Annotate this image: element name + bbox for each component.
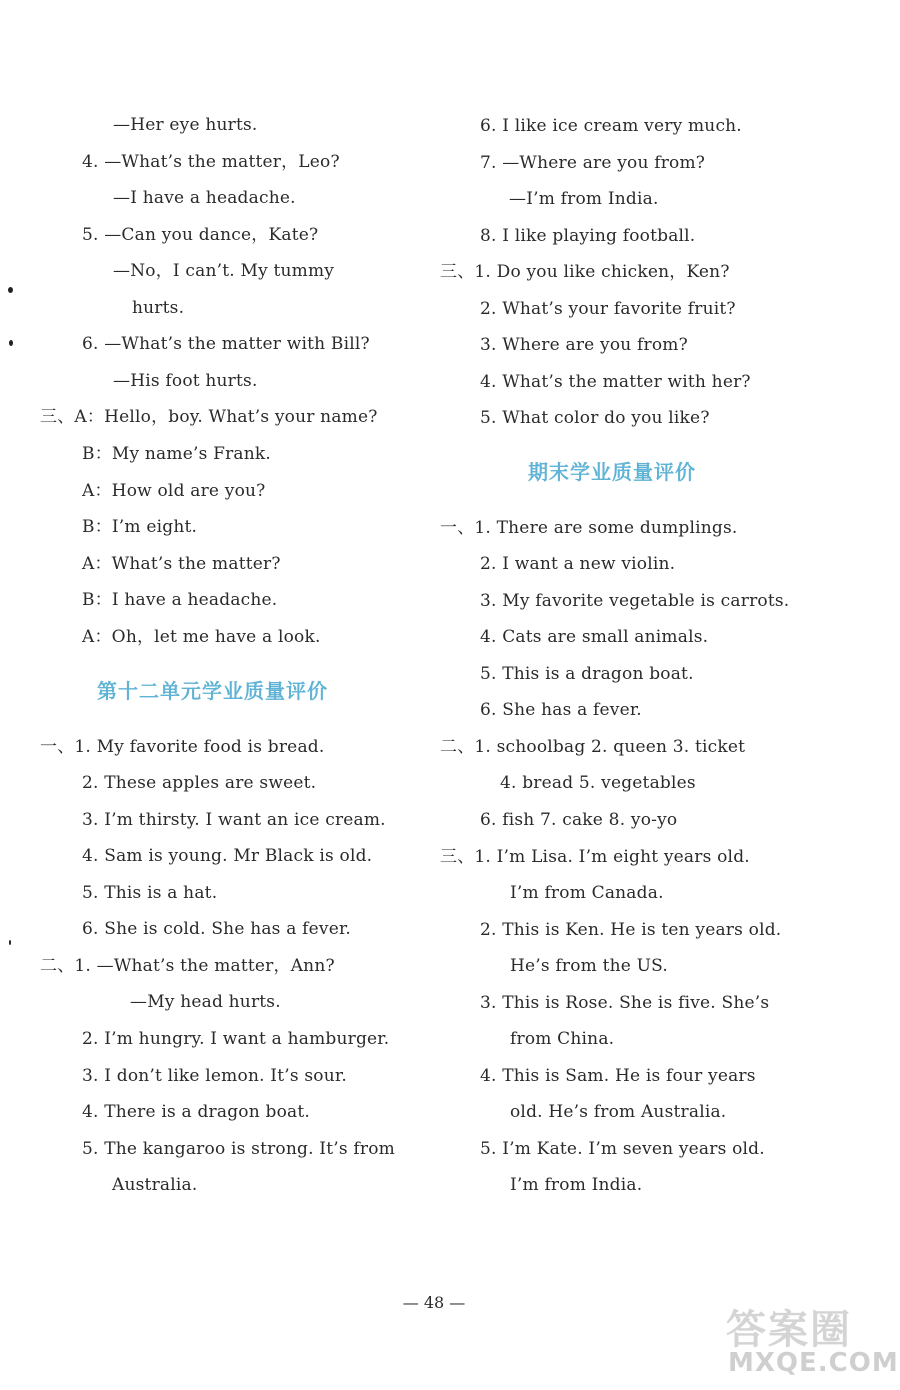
answer-line: hurts. [132, 298, 185, 318]
answer-line: I’m from India. [510, 1175, 643, 1195]
section-heading: 第十二单元学业质量评价 [97, 679, 328, 703]
answer-line: 4. Sam is young. Mr Black is old. [82, 846, 373, 866]
answer-line: 4. bread 5. vegetables [500, 773, 696, 793]
answer-line: 二、1. schoolbag 2. queen 3. ticket [440, 737, 746, 757]
answer-line: 2. I want a new violin. [480, 554, 676, 574]
answer-line: 三、1. Do you like chicken，Ken? [440, 262, 730, 282]
answer-line: —My head hurts. [130, 992, 281, 1012]
scan-speck [8, 287, 13, 293]
answer-line: A：Oh，let me have a look. [82, 627, 321, 647]
answer-line: 7. —Where are you from? [480, 153, 706, 173]
answer-line: A：How old are you? [82, 481, 266, 501]
answer-line: B：I’m eight. [82, 517, 198, 537]
answer-line: 2. I’m hungry. I want a hamburger. [82, 1029, 390, 1049]
answer-line: 一、1. There are some dumplings. [440, 518, 738, 538]
answer-line: 3. I’m thirsty. I want an ice cream. [82, 810, 386, 830]
answer-line: —His foot hurts. [113, 371, 258, 391]
answer-line: 2. These apples are sweet. [82, 773, 317, 793]
answer-line: 4. Cats are small animals. [480, 627, 709, 647]
answer-line: 4. —What’s the matter，Leo? [82, 152, 340, 172]
watermark-en: MXQE.COM [728, 1348, 899, 1378]
watermark-logo [720, 1298, 899, 1384]
answer-line: 5. —Can you dance，Kate? [82, 225, 319, 245]
answer-line: 5. This is a dragon boat. [480, 664, 694, 684]
answer-line: 一、1. My favorite food is bread. [40, 737, 325, 757]
answer-line: 5. The kangaroo is strong. It’s from [82, 1139, 395, 1159]
page-number: — 48 — [402, 1293, 466, 1312]
answer-line: 3. I don’t like lemon. It’s sour. [82, 1066, 347, 1086]
scan-speck [9, 940, 11, 945]
answer-line: 2. What’s your favorite fruit? [480, 299, 736, 319]
answer-line: 6. —What’s the matter with Bill? [82, 334, 370, 354]
answer-line: B：My name’s Frank. [82, 444, 272, 464]
answer-line: 5. This is a hat. [82, 883, 218, 903]
answer-line: 6. I like ice cream very much. [480, 116, 742, 136]
answer-line: 2. This is Ken. He is ten years old. [480, 920, 782, 940]
answer-line: B：I have a headache. [82, 590, 278, 610]
answer-line: 3. Where are you from? [480, 335, 688, 355]
answer-line: —Her eye hurts. [113, 115, 258, 135]
answer-line: 6. fish 7. cake 8. yo-yo [480, 810, 678, 830]
answer-line: A：What’s the matter? [82, 554, 281, 574]
answer-line: 三、1. I’m Lisa. I’m eight years old. [440, 847, 750, 867]
answer-line: Australia. [112, 1175, 198, 1195]
answer-line: old. He’s from Australia. [510, 1102, 727, 1122]
answer-line: 6. She has a fever. [480, 700, 642, 720]
answer-line: —No，I can’t. My tummy [113, 261, 335, 281]
answer-line: —I’m from India. [509, 189, 659, 209]
answer-line: I’m from Canada. [510, 883, 664, 903]
answer-line: 3. My favorite vegetable is carrots. [480, 591, 790, 611]
answer-line: from China. [510, 1029, 615, 1049]
answer-line: 3. This is Rose. She is five. She’s [480, 993, 770, 1013]
section-heading: 期末学业质量评价 [528, 460, 696, 484]
answer-line: 5. I’m Kate. I’m seven years old. [480, 1139, 765, 1159]
answer-line: 4. This is Sam. He is four years [480, 1066, 756, 1086]
answer-line: 8. I like playing football. [480, 226, 696, 246]
answer-line: 二、1. —What’s the matter，Ann? [40, 956, 335, 976]
answer-line: 5. What color do you like? [480, 408, 710, 428]
answer-line: He’s from the US. [510, 956, 669, 976]
answer-line: —I have a headache. [113, 188, 296, 208]
watermark-cn: 答案圈 [726, 1307, 852, 1353]
answer-line: 6. She is cold. She has a fever. [82, 919, 352, 939]
scan-speck [9, 340, 13, 346]
answer-line: 4. What’s the matter with her? [480, 372, 751, 392]
answer-line: 三、A：Hello，boy. What’s your name? [40, 407, 378, 427]
answer-line: 4. There is a dragon boat. [82, 1102, 310, 1122]
